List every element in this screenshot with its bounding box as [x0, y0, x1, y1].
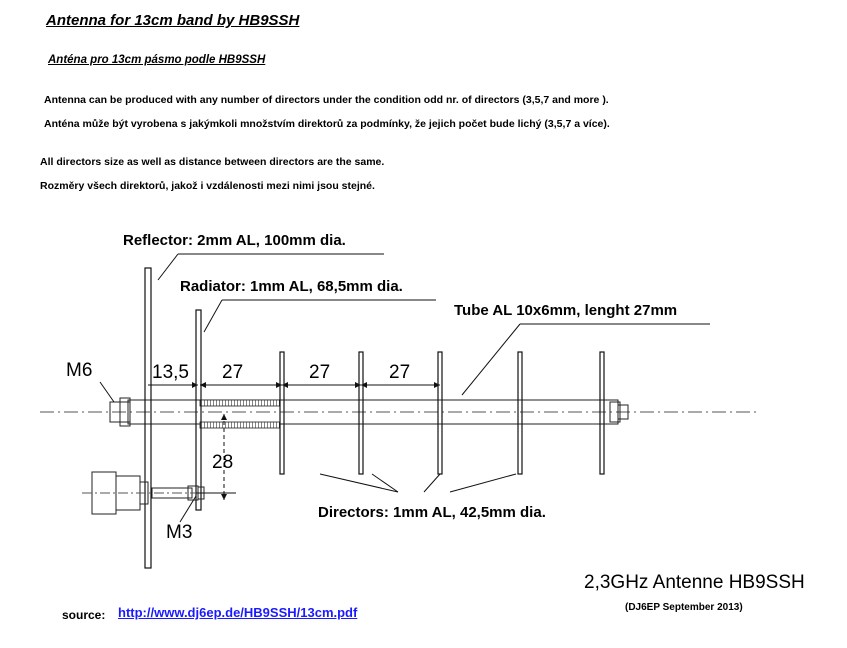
note2-en: All directors size as well as distance between directors are the same. — [40, 156, 385, 168]
director-5 — [600, 352, 604, 474]
dim-13-5: 13,5 — [152, 362, 189, 383]
note1-en: Antenna can be produced with any number of directors under the condition odd nr. of directors (3,5,7 and more ). — [44, 94, 609, 106]
director-3 — [438, 352, 442, 474]
note2-cz: Rozměry všech direktorů, jakož i vzdálenosti mezi nimi jsou stejné. — [40, 180, 375, 192]
dim-27-a: 27 — [222, 362, 244, 383]
source-link[interactable]: http://www.dj6ep.de/HB9SSH/13cm.pdf — [118, 605, 358, 620]
reflector-element — [145, 268, 151, 568]
dim-27-b: 27 — [309, 362, 331, 383]
dim-28: 28 — [212, 452, 234, 473]
dim-m3: M3 — [166, 522, 193, 543]
source-label: source: — [62, 608, 106, 622]
reflector-label: Reflector: 2mm AL, 100mm dia. — [123, 232, 346, 249]
directors-label: Directors: 1mm AL, 42,5mm dia. — [318, 504, 546, 521]
footer-heading: 2,3GHz Antenne HB9SSH — [584, 572, 805, 593]
tube-top — [200, 400, 280, 406]
note1-cz: Anténa může být vyrobena s jakýmkoli množstvím direktorů za podmínky, že jejich počet bude lichý (3,5,7 a více). — [44, 118, 610, 130]
m6-leader — [100, 382, 114, 402]
tube-bottom — [200, 422, 280, 428]
director-1 — [280, 352, 284, 474]
title-cz: Anténa pro 13cm pásmo podle HB9SSH — [48, 54, 266, 66]
tube-label: Tube AL 10x6mm, lenght 27mm — [454, 302, 678, 319]
director-4 — [518, 352, 522, 474]
title-en: Antenna for 13cm band by HB9SSH — [46, 12, 300, 29]
radiator-label: Radiator: 1mm AL, 68,5mm dia. — [180, 278, 403, 295]
footer-sub: (DJ6EP September 2013) — [625, 602, 743, 613]
dim-27-c: 27 — [389, 362, 411, 383]
director-2 — [359, 352, 363, 474]
radiator-element — [196, 310, 201, 510]
dim-m6: M6 — [66, 360, 93, 381]
